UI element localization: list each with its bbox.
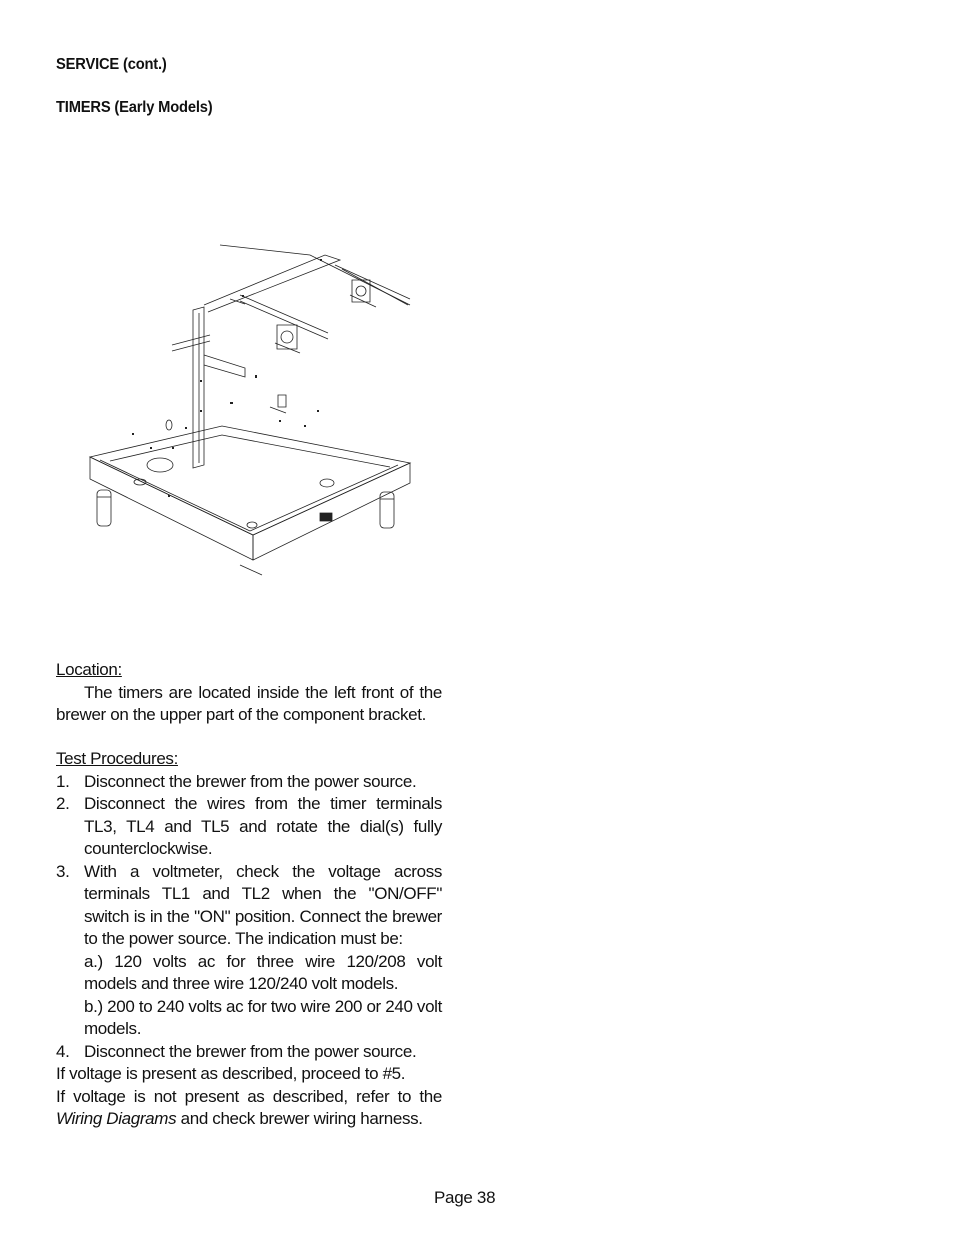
step-number: 1. <box>56 771 70 791</box>
step-subitem-b: b.) 200 to 240 volts ac for two wire 200 or 240 volt models. <box>84 996 442 1038</box>
base-tray-top <box>90 426 410 535</box>
step-text: With a voltmeter, check the voltage across terminals TL1 and TL2 when the "ON/OFF" switch is in the "ON" position. Connect the brewer to the power source. The indication must be: <box>84 861 442 948</box>
location-section <box>56 659 442 727</box>
absent-note-post: and check brewer wiring harness. <box>176 1109 423 1128</box>
base-hole-1 <box>147 458 173 472</box>
steps-list <box>56 771 442 1064</box>
sensor-bracket <box>270 395 286 413</box>
voltage-present-note: If voltage is present as described, proceed to #5. <box>56 1064 406 1083</box>
location-heading: Location: <box>56 660 122 679</box>
base-tray-front-left <box>90 457 253 560</box>
voltage-absent-note <box>56 1086 442 1131</box>
base-hole-3 <box>320 479 334 487</box>
component-bracket <box>193 307 204 468</box>
step-text: Disconnect the brewer from the power source. <box>84 1041 417 1061</box>
subsection-title: TIMERS (Early Models) <box>56 99 213 116</box>
test-procedures-heading: Test Procedures: <box>56 749 178 768</box>
step-item <box>56 1041 442 1064</box>
step-item <box>56 793 442 861</box>
step-number: 3. <box>56 861 70 881</box>
front-switch <box>320 513 332 521</box>
step-item <box>56 861 442 1041</box>
base-tray-front-right <box>253 463 410 560</box>
step-number: 2. <box>56 794 70 813</box>
test-procedures-section <box>56 748 442 1131</box>
fasteners <box>132 259 322 497</box>
foot-right <box>380 492 394 528</box>
section-title: SERVICE (cont.) <box>56 56 167 73</box>
step-text: Disconnect the brewer from the power source. <box>84 771 417 791</box>
page-number: Page 38 <box>434 1188 496 1207</box>
step-text: Disconnect the wires from the timer terminals TL3, TL4 and TL5 and rotate the dial(s) fully counterclockwise. <box>84 794 442 858</box>
absent-note-pre: If voltage is not present as described, refer to the <box>56 1086 442 1106</box>
timer-right <box>350 280 376 307</box>
location-text: The timers are located inside the left front of the brewer on the upper part of the component bracket. <box>56 682 442 724</box>
base-hole-2 <box>134 479 146 485</box>
wiring-diagrams-reference: Wiring Diagrams <box>56 1109 177 1128</box>
step-item <box>56 771 442 794</box>
timer-location-illustration <box>80 235 425 580</box>
foot-left <box>97 490 111 526</box>
step-number: 4. <box>56 1041 70 1061</box>
step-subitem-a: a.) 120 volts ac for three wire 120/208 volt models and three wire 120/240 volt models. <box>84 951 442 993</box>
base-hole-4 <box>247 522 257 528</box>
timer-left <box>275 325 300 353</box>
